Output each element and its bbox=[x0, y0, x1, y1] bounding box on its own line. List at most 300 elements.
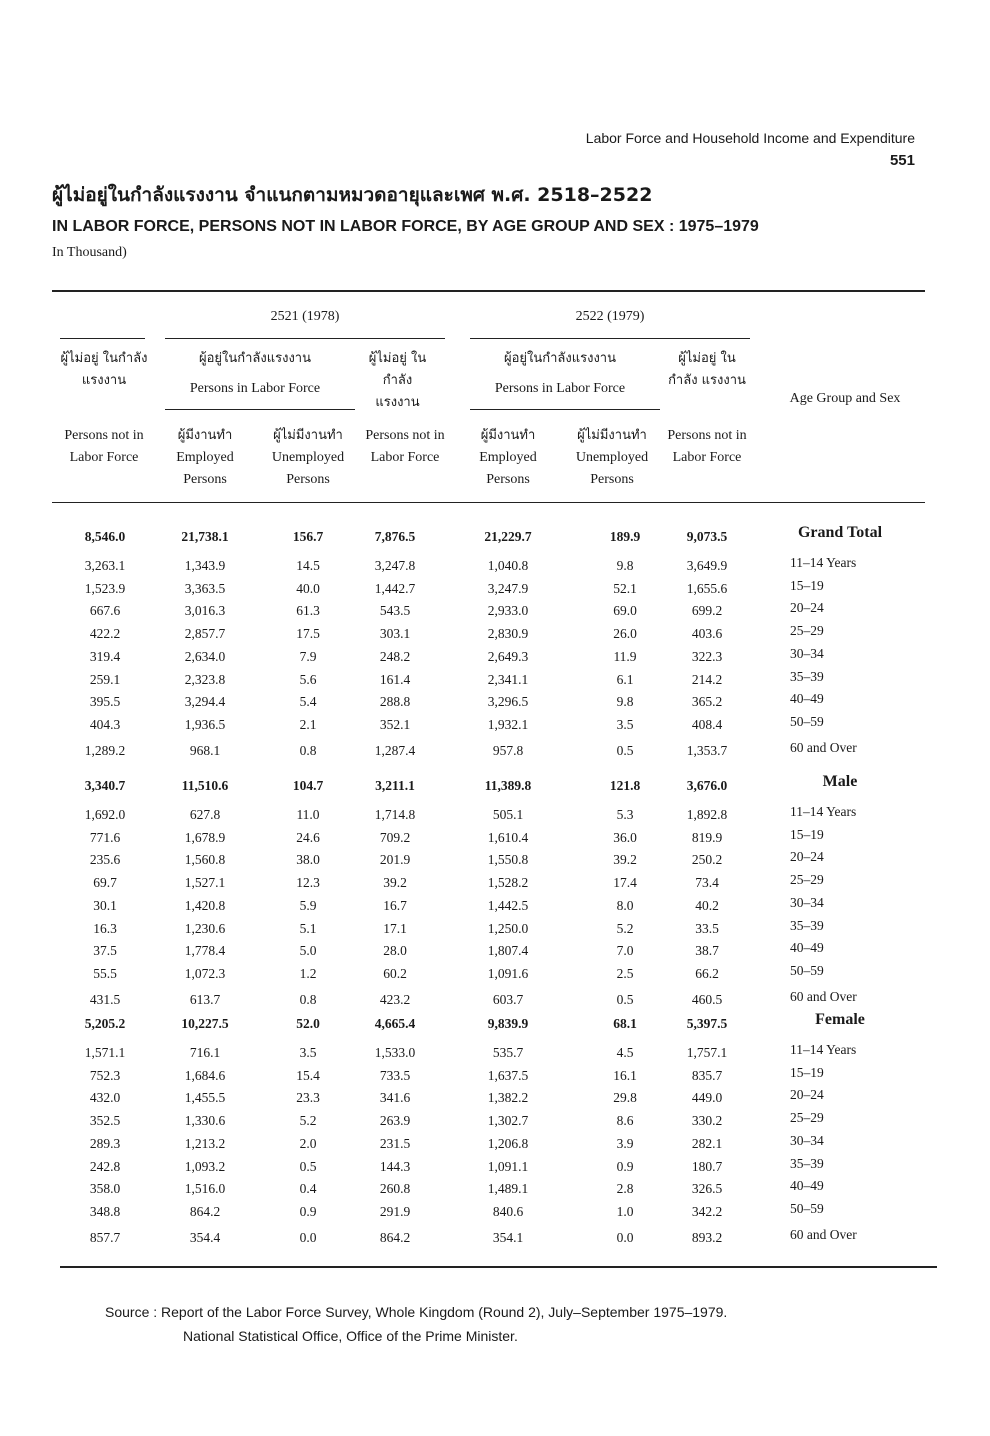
table-cell: 505.1 bbox=[492, 807, 524, 822]
table-cell: 2,341.1 bbox=[487, 671, 529, 687]
table-bottom-rule bbox=[60, 1266, 937, 1268]
table-cell: 358.0 bbox=[89, 1181, 121, 1197]
table-cell: 52.1 bbox=[613, 580, 637, 596]
table-cell: 5.3 bbox=[616, 807, 634, 822]
table-cell: 1,442.7 bbox=[374, 580, 416, 596]
table-cell: 1,287.4 bbox=[374, 742, 416, 758]
table-cell: 40.2 bbox=[695, 897, 719, 913]
table-top-rule bbox=[52, 290, 925, 292]
table-cell: 16.3 bbox=[93, 920, 117, 936]
table-cell: 354.4 bbox=[189, 1229, 221, 1245]
table-cell: 2.1 bbox=[299, 716, 317, 732]
table-cell: 60.2 bbox=[383, 965, 407, 981]
table-cell: 771.6 bbox=[89, 829, 121, 845]
table-cell: 104.7 bbox=[292, 778, 324, 793]
table-cell: 1,560.8 bbox=[184, 852, 226, 868]
table-row bbox=[0, 1042, 990, 1067]
table-cell: 1,206.8 bbox=[487, 1135, 529, 1151]
table-cell: 667.6 bbox=[89, 603, 121, 619]
age-group-label: 15–19 bbox=[790, 1064, 824, 1080]
table-cell: 354.1 bbox=[492, 1229, 524, 1245]
table-cell: 432.0 bbox=[89, 1090, 121, 1106]
table-cell: 66.2 bbox=[695, 965, 719, 981]
table-cell: 1,533.0 bbox=[374, 1045, 416, 1060]
table-cell: 0.0 bbox=[616, 1229, 634, 1245]
col3-header-en: Persons not in Labor Force bbox=[365, 428, 445, 465]
age-group-label: 11–14 Years bbox=[790, 804, 857, 819]
table-row bbox=[0, 577, 990, 603]
table-cell: 3.5 bbox=[299, 1045, 317, 1060]
col-lf-1978-header-en: Persons in Labor Force bbox=[189, 381, 321, 396]
group-label: Female bbox=[815, 1011, 865, 1028]
table-cell: 0.5 bbox=[299, 1158, 317, 1174]
age-group-label: 50–59 bbox=[790, 962, 824, 978]
table-cell: 0.5 bbox=[616, 991, 634, 1007]
table-cell: 2,830.9 bbox=[487, 626, 529, 642]
table-cell: 709.2 bbox=[379, 829, 411, 845]
unemployed-1979-header-en: Unemployed Persons bbox=[575, 450, 649, 487]
table-cell: 23.3 bbox=[296, 1090, 320, 1106]
table-cell: 341.6 bbox=[379, 1090, 411, 1106]
group-label: Grand Total bbox=[797, 524, 883, 541]
table-cell: 161.4 bbox=[379, 671, 411, 687]
table-cell: 1,330.6 bbox=[184, 1113, 226, 1129]
col0-header-en: Persons not in Labor Force bbox=[64, 428, 144, 465]
table-cell: 17.4 bbox=[613, 875, 637, 891]
table-cell: 1,936.5 bbox=[184, 716, 226, 732]
col6-header-th: ผู้ไม่อยู่ ในกำลัง แรงงาน bbox=[668, 351, 746, 388]
age-group-label: 15–19 bbox=[790, 577, 824, 593]
col0-header-th: ผู้ไม่อยู่ ในกำลัง แรงงาน bbox=[60, 351, 148, 388]
table-cell: 1,757.1 bbox=[686, 1045, 728, 1060]
table-cell: 0.9 bbox=[299, 1203, 317, 1219]
col3-header-th: ผู้ไม่อยู่ ในกำลัง แรงงาน bbox=[368, 351, 427, 410]
table-cell: 7,876.5 bbox=[374, 529, 416, 544]
table-cell: 17.1 bbox=[383, 920, 407, 936]
table-cell: 627.8 bbox=[189, 807, 221, 822]
table-cell: 326.5 bbox=[691, 1181, 723, 1197]
table-cell: 968.1 bbox=[189, 742, 221, 758]
table-cell: 248.2 bbox=[379, 648, 411, 664]
table-cell: 69.7 bbox=[93, 875, 117, 891]
table-cell: 1,213.2 bbox=[184, 1135, 226, 1151]
table-cell: 289.3 bbox=[89, 1135, 121, 1151]
table-cell: 1,527.1 bbox=[184, 875, 226, 891]
table-cell: 10,227.5 bbox=[181, 1016, 229, 1031]
employed-1978-header-en: Employed Persons bbox=[176, 450, 234, 487]
table-cell: 699.2 bbox=[691, 603, 723, 619]
table-cell: 5.2 bbox=[616, 920, 634, 936]
table-cell: 260.8 bbox=[379, 1181, 411, 1197]
table-cell: 1,040.8 bbox=[487, 558, 529, 573]
table-cell: 1,250.0 bbox=[487, 920, 529, 936]
table-cell: 423.2 bbox=[379, 991, 411, 1007]
table-cell: 0.9 bbox=[616, 1158, 634, 1174]
table-cell: 282.1 bbox=[691, 1135, 723, 1151]
table-cell: 38.0 bbox=[296, 852, 320, 868]
table-cell: 322.3 bbox=[691, 648, 723, 664]
table-cell: 291.9 bbox=[379, 1203, 411, 1219]
table-cell: 348.8 bbox=[89, 1203, 121, 1219]
age-group-label: 30–34 bbox=[790, 894, 824, 910]
table-cell: 7.0 bbox=[616, 943, 634, 959]
table-cell: 26.0 bbox=[613, 626, 637, 642]
table-total-row bbox=[0, 1011, 990, 1038]
table-row bbox=[0, 1087, 990, 1112]
table-cell: 9.8 bbox=[616, 558, 634, 573]
source-line-1: Source : Report of the Labor Force Survey, Whole Kingdom (Round 2), July–September 1975–1979. bbox=[105, 1304, 728, 1320]
employed-1979-header-en: Employed Persons bbox=[479, 450, 537, 487]
table-cell: 5.0 bbox=[299, 943, 317, 959]
table-cell: 449.0 bbox=[691, 1090, 723, 1106]
table-row bbox=[0, 713, 990, 739]
table-cell: 893.2 bbox=[691, 1229, 723, 1245]
table-cell: 33.5 bbox=[695, 920, 719, 936]
table-cell: 1,637.5 bbox=[487, 1067, 529, 1083]
age-group-label: 60 and Over bbox=[790, 1226, 857, 1242]
table-cell: 2,649.3 bbox=[487, 648, 529, 664]
table-cell: 263.9 bbox=[379, 1113, 411, 1129]
table-cell: 716.1 bbox=[189, 1045, 221, 1060]
table-cell: 259.1 bbox=[89, 671, 121, 687]
table-cell: 1.2 bbox=[299, 965, 317, 981]
table-cell: 1,516.0 bbox=[184, 1181, 226, 1197]
table-cell: 3,016.3 bbox=[184, 603, 226, 619]
table-cell: 1,289.2 bbox=[84, 742, 126, 758]
table-cell: 11.0 bbox=[296, 807, 320, 822]
age-group-label: 20–24 bbox=[790, 1087, 824, 1103]
table-cell: 2.5 bbox=[616, 965, 634, 981]
table-cell: 0.5 bbox=[616, 742, 634, 758]
table-cell: 2,933.0 bbox=[487, 603, 529, 619]
table-cell: 543.5 bbox=[379, 603, 411, 619]
table-row bbox=[0, 1132, 990, 1158]
table-cell: 28.0 bbox=[383, 943, 407, 959]
table-total-row bbox=[0, 524, 990, 551]
table-cell: 3,649.9 bbox=[686, 558, 728, 573]
table-row bbox=[0, 645, 990, 671]
rule bbox=[165, 338, 445, 339]
table-cell: 3.9 bbox=[616, 1135, 634, 1151]
age-group-label: 11–14 Years bbox=[790, 555, 857, 570]
table-row bbox=[0, 555, 990, 580]
table-cell: 408.4 bbox=[691, 716, 723, 732]
table-cell: 3,263.1 bbox=[84, 558, 126, 573]
table-cell: 61.3 bbox=[296, 603, 320, 619]
table-row bbox=[0, 804, 990, 829]
table-cell: 38.7 bbox=[695, 943, 719, 959]
table-cell: 39.2 bbox=[383, 875, 407, 891]
age-group-label: 25–29 bbox=[790, 1110, 824, 1126]
table-cell: 1,382.2 bbox=[487, 1090, 529, 1106]
year-1979-header: 2522 (1979) bbox=[575, 309, 645, 324]
table-cell: 37.5 bbox=[93, 943, 117, 959]
table-cell: 8.6 bbox=[616, 1113, 634, 1129]
table-cell: 1,091.1 bbox=[487, 1158, 529, 1174]
table-cell: 2.0 bbox=[299, 1135, 317, 1151]
table-cell: 5,205.2 bbox=[84, 1016, 126, 1031]
table-cell: 189.9 bbox=[609, 529, 641, 544]
table-cell: 1,932.1 bbox=[487, 716, 529, 732]
table-cell: 1,610.4 bbox=[487, 829, 529, 845]
age-group-label: 35–39 bbox=[790, 668, 824, 684]
table-cell: 250.2 bbox=[691, 852, 723, 868]
rule bbox=[470, 409, 660, 410]
age-group-label: 35–39 bbox=[790, 917, 824, 933]
table-cell: 303.1 bbox=[379, 626, 411, 642]
table-cell: 422.2 bbox=[89, 626, 121, 642]
age-group-label: 25–29 bbox=[790, 872, 824, 888]
table-cell: 52.0 bbox=[296, 1016, 320, 1031]
table-cell: 3,676.0 bbox=[686, 778, 728, 793]
page-number: 551 bbox=[889, 152, 915, 169]
table-cell: 9,839.9 bbox=[487, 1016, 529, 1031]
table-cell: 3,211.1 bbox=[375, 778, 415, 793]
table-cell: 16.1 bbox=[613, 1067, 637, 1083]
age-group-label: 25–29 bbox=[790, 623, 824, 639]
table-cell: 1,091.6 bbox=[487, 965, 529, 981]
table-cell: 29.8 bbox=[613, 1090, 637, 1106]
table-cell: 11,510.6 bbox=[181, 778, 229, 793]
source-note bbox=[105, 1300, 727, 1348]
table-cell: 8,546.0 bbox=[84, 529, 126, 544]
table-row bbox=[0, 1200, 990, 1226]
age-group-label: 50–59 bbox=[790, 713, 824, 729]
table-row bbox=[0, 1064, 990, 1090]
table-cell: 9,073.5 bbox=[686, 529, 728, 544]
table-row bbox=[0, 962, 990, 988]
table-cell: 857.7 bbox=[89, 1229, 121, 1245]
title-english: IN LABOR FORCE, PERSONS NOT IN LABOR FORCE, BY AGE GROUP AND SEX : 1975–1979 bbox=[52, 218, 759, 235]
table-cell: 144.3 bbox=[379, 1158, 411, 1174]
table-cell: 752.3 bbox=[89, 1067, 121, 1083]
table-cell: 21,738.1 bbox=[181, 529, 229, 544]
age-group-label: 60 and Over bbox=[790, 739, 857, 755]
units-note: In Thousand) bbox=[52, 245, 127, 260]
table-row bbox=[0, 826, 990, 852]
col6-header-en: Persons not in Labor Force bbox=[667, 428, 747, 465]
age-group-label: 40–49 bbox=[790, 940, 824, 956]
table-cell: 5.2 bbox=[299, 1113, 317, 1129]
age-group-label: 15–19 bbox=[790, 826, 824, 842]
table-cell: 14.5 bbox=[296, 558, 320, 573]
group-label: Male bbox=[822, 773, 858, 790]
table-cell: 39.2 bbox=[613, 852, 637, 868]
table-row bbox=[0, 691, 990, 716]
age-group-label: 20–24 bbox=[790, 849, 824, 865]
table-cell: 11.9 bbox=[613, 648, 637, 664]
table-cell: 68.1 bbox=[613, 1016, 637, 1031]
rule bbox=[60, 338, 145, 339]
table-row bbox=[0, 1110, 990, 1135]
age-group-label: 35–39 bbox=[790, 1155, 824, 1171]
table-cell: 0.4 bbox=[299, 1181, 317, 1197]
table-cell: 395.5 bbox=[89, 694, 121, 710]
table-cell: 5.1 bbox=[299, 920, 317, 936]
table-cell: 3,294.4 bbox=[184, 694, 226, 710]
table-cell: 214.2 bbox=[691, 671, 723, 687]
age-group-sex-header: Age Group and Sex bbox=[789, 391, 901, 406]
table-cell: 460.5 bbox=[691, 991, 723, 1007]
table-cell: 1,343.9 bbox=[184, 558, 226, 573]
table-cell: 535.7 bbox=[492, 1045, 524, 1060]
table-row bbox=[0, 1178, 990, 1203]
table-row bbox=[0, 600, 990, 625]
col-lf-1979-header-th: ผู้อยู่ในกำลังแรงงาน bbox=[503, 351, 616, 366]
rule bbox=[165, 409, 355, 410]
table-cell: 1,892.8 bbox=[686, 807, 728, 822]
table-cell: 16.7 bbox=[383, 897, 407, 913]
table-cell: 431.5 bbox=[89, 991, 121, 1007]
table-cell: 231.5 bbox=[379, 1135, 411, 1151]
table-row bbox=[0, 623, 990, 648]
age-group-label: 50–59 bbox=[790, 1200, 824, 1216]
table-cell: 1,550.8 bbox=[487, 852, 529, 868]
table-cell: 180.7 bbox=[691, 1158, 723, 1174]
table-cell: 73.4 bbox=[695, 875, 719, 891]
table-row bbox=[0, 849, 990, 874]
table-cell: 1,072.3 bbox=[184, 965, 226, 981]
table-cell: 1,571.1 bbox=[84, 1045, 126, 1060]
table-cell: 403.6 bbox=[691, 626, 723, 642]
year-1978-header: 2521 (1978) bbox=[270, 309, 340, 324]
table-cell: 3,296.5 bbox=[487, 694, 529, 710]
table-cell: 24.6 bbox=[296, 829, 320, 845]
table-cell: 1,714.8 bbox=[374, 807, 416, 822]
table-row bbox=[0, 872, 990, 897]
table-cell: 1,528.2 bbox=[487, 875, 529, 891]
table-cell: 30.1 bbox=[93, 897, 117, 913]
table-cell: 1,778.4 bbox=[184, 943, 226, 959]
table-cell: 55.5 bbox=[93, 965, 117, 981]
table-row bbox=[0, 739, 990, 765]
table-cell: 2,323.8 bbox=[184, 671, 226, 687]
table-cell: 69.0 bbox=[613, 603, 637, 619]
table-cell: 3,340.7 bbox=[84, 778, 126, 793]
title-thai: ผู้ไม่อยู่ในกำลังแรงงาน จำแนกตามหมวดอายุและเพศ พ.ศ. 2518–2522 bbox=[52, 184, 653, 206]
table-row bbox=[0, 940, 990, 965]
table-cell: 11,389.8 bbox=[484, 778, 532, 793]
unemployed-1979-header-th: ผู้ไม่มีงานทำ bbox=[577, 428, 647, 443]
table-cell: 15.4 bbox=[296, 1067, 320, 1083]
table-cell: 733.5 bbox=[379, 1067, 411, 1083]
table-cell: 2.8 bbox=[616, 1181, 634, 1197]
table-row bbox=[0, 917, 990, 943]
table-cell: 603.7 bbox=[492, 991, 524, 1007]
col-lf-1978-header-th: ผู้อยู่ในกำลังแรงงาน bbox=[198, 351, 311, 366]
table-cell: 1,807.4 bbox=[487, 943, 529, 959]
header-bottom-rule bbox=[52, 502, 925, 503]
table-cell: 1,523.9 bbox=[84, 580, 126, 596]
age-group-label: 40–49 bbox=[790, 1178, 824, 1194]
table-cell: 0.8 bbox=[299, 991, 317, 1007]
source-line-2: National Statistical Office, Office of the Prime Minister. bbox=[183, 1328, 518, 1344]
age-group-label: 30–34 bbox=[790, 645, 824, 661]
table-cell: 0.8 bbox=[299, 742, 317, 758]
table-cell: 1,442.5 bbox=[487, 897, 529, 913]
table-cell: 201.9 bbox=[379, 852, 411, 868]
table-cell: 5.4 bbox=[299, 694, 317, 710]
table-cell: 235.6 bbox=[89, 852, 121, 868]
table-cell: 864.2 bbox=[189, 1203, 221, 1219]
table-cell: 342.2 bbox=[691, 1203, 723, 1219]
table-cell: 835.7 bbox=[691, 1067, 723, 1083]
table-cell: 3,247.8 bbox=[374, 558, 416, 573]
table-cell: 1,230.6 bbox=[184, 920, 226, 936]
table-cell: 2,634.0 bbox=[184, 648, 226, 664]
table-cell: 121.8 bbox=[609, 778, 641, 793]
table-cell: 613.7 bbox=[189, 991, 221, 1007]
col-lf-1979-header-en: Persons in Labor Force bbox=[494, 381, 626, 396]
table-cell: 1,093.2 bbox=[184, 1158, 226, 1174]
table-cell: 5.9 bbox=[299, 897, 317, 913]
table-cell: 1,455.5 bbox=[184, 1090, 226, 1106]
employed-1978-header-th: ผู้มีงานทำ bbox=[177, 428, 233, 443]
table-cell: 1,302.7 bbox=[487, 1113, 529, 1129]
running-header: Labor Force and Household Income and Expenditure bbox=[585, 130, 915, 146]
table-cell: 288.8 bbox=[379, 694, 411, 710]
table-cell: 1.0 bbox=[616, 1203, 634, 1219]
table-cell: 9.8 bbox=[616, 694, 634, 710]
table-cell: 819.9 bbox=[691, 829, 723, 845]
table-cell: 1,692.0 bbox=[84, 807, 126, 822]
age-group-label: 11–14 Years bbox=[790, 1042, 857, 1057]
table-cell: 1,678.9 bbox=[184, 829, 226, 845]
unemployed-1978-header-en: Unemployed Persons bbox=[271, 450, 345, 487]
table-cell: 3,247.9 bbox=[487, 580, 529, 596]
unemployed-1978-header-th: ผู้ไม่มีงานทำ bbox=[273, 428, 343, 443]
table-cell: 36.0 bbox=[613, 829, 637, 845]
table-cell: 330.2 bbox=[691, 1113, 723, 1129]
table-row bbox=[0, 1155, 990, 1181]
table-cell: 40.0 bbox=[296, 580, 320, 596]
table-cell: 319.4 bbox=[89, 648, 121, 664]
table-cell: 2,857.7 bbox=[184, 626, 226, 642]
table-cell: 1,420.8 bbox=[184, 897, 226, 913]
age-group-label: 30–34 bbox=[790, 1132, 824, 1148]
table-cell: 957.8 bbox=[492, 742, 524, 758]
table-cell: 12.3 bbox=[296, 875, 320, 891]
age-group-label: 20–24 bbox=[790, 600, 824, 616]
table-cell: 1,684.6 bbox=[184, 1067, 226, 1083]
table-cell: 4.5 bbox=[616, 1045, 634, 1060]
age-group-label: 60 and Over bbox=[790, 988, 857, 1004]
employed-1979-header-th: ผู้มีงานทำ bbox=[480, 428, 536, 443]
table-cell: 5.6 bbox=[299, 671, 317, 687]
table-cell: 864.2 bbox=[379, 1229, 411, 1245]
age-group-label: 40–49 bbox=[790, 691, 824, 707]
table-cell: 352.1 bbox=[379, 716, 411, 732]
table-cell: 5,397.5 bbox=[686, 1016, 728, 1031]
table-cell: 242.8 bbox=[89, 1158, 121, 1174]
table-cell: 0.0 bbox=[299, 1229, 317, 1245]
table-row bbox=[0, 894, 990, 920]
table-cell: 17.5 bbox=[296, 626, 320, 642]
table-cell: 8.0 bbox=[616, 897, 634, 913]
table-cell: 3.5 bbox=[616, 716, 634, 732]
table-cell: 404.3 bbox=[89, 716, 121, 732]
table-row bbox=[0, 668, 990, 694]
table-cell: 4,665.4 bbox=[374, 1016, 416, 1031]
table-cell: 1,489.1 bbox=[487, 1181, 529, 1197]
table-cell: 7.9 bbox=[299, 648, 317, 664]
table-cell: 1,353.7 bbox=[686, 742, 728, 758]
table-cell: 352.5 bbox=[89, 1113, 121, 1129]
rule bbox=[470, 338, 750, 339]
table-total-row bbox=[0, 773, 990, 800]
table-cell: 156.7 bbox=[292, 529, 324, 544]
table-cell: 21,229.7 bbox=[484, 529, 532, 544]
